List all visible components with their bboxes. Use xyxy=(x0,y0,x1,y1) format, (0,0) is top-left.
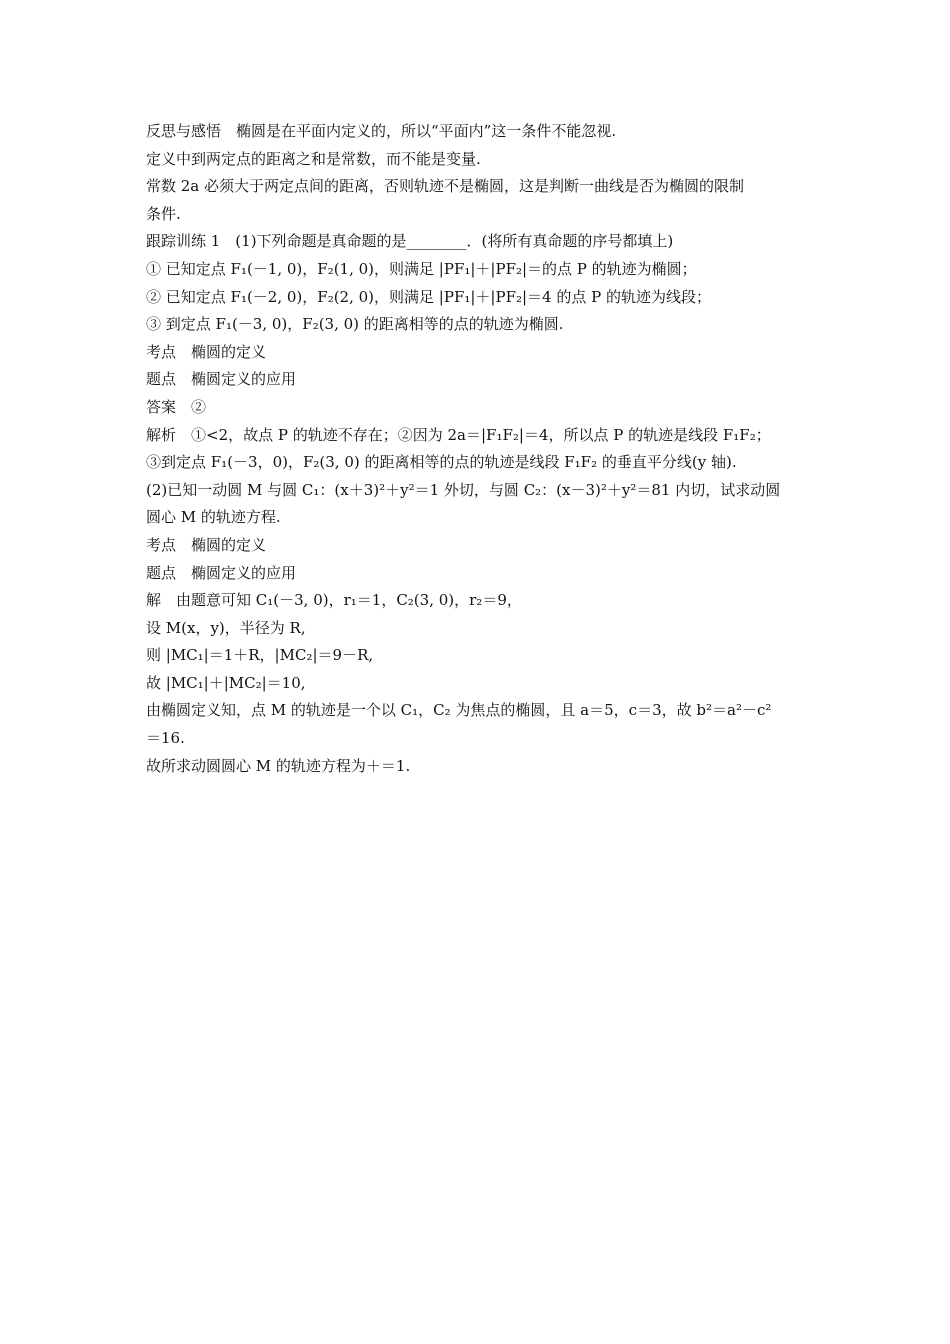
question-2-line: (2)已知一动圆 M 与圆 C₁：(x＋3)²＋y²＝1 外切，与圆 C₂：(x－3)²＋y²＝81 内切，试求动圆 xyxy=(146,480,781,499)
definition-note-line: 定义中到两定点的距离之和是常数，而不能是变量. xyxy=(146,149,481,168)
subtopic-line: 题点 椭圆定义的应用 xyxy=(146,370,297,389)
topic-line: 考点 椭圆的定义 xyxy=(146,342,267,361)
proposition-1-line: ① 已知定点 F₁(－1, 0)，F₂(1, 0)，则满足 |PF₁|＋|PF₂|＝的点 P 的轨迹为椭圆； xyxy=(146,259,697,278)
proposition-2-line: ② 已知定点 F₁(－2, 0)，F₂(2, 0)，则满足 |PF₁|＋|PF₂|＝4 的点 P 的轨迹为线段； xyxy=(146,287,711,306)
solution-line-2: 设 M(x，y)，半径为 R, xyxy=(146,618,306,637)
analysis-line-cont: ③到定点 F₁(－3，0)，F₂(3, 0) 的距离相等的点的轨迹是线段 F₁F₂ 的垂直平分线(y 轴). xyxy=(146,453,737,472)
solution-line-3: 则 |MC₁|＝1＋R，|MC₂|＝9－R, xyxy=(146,646,374,665)
document-body xyxy=(146,118,816,780)
topic-line-2: 考点 椭圆的定义 xyxy=(146,535,267,554)
subtopic-line-2: 题点 椭圆定义的应用 xyxy=(146,563,297,582)
proposition-3-line: ③ 到定点 F₁(－3, 0)，F₂(3, 0) 的距离相等的点的轨迹为椭圆. xyxy=(146,315,564,334)
constant-note-line: 常数 2a 必须大于两定点间的距离，否则轨迹不是椭圆，这是判断一曲线是否为椭圆的限制 xyxy=(146,177,745,196)
solution-line-5: 由椭圆定义知，点 M 的轨迹是一个以 C₁，C₂ 为焦点的椭圆，且 a＝5，c＝3，故 b²＝a²－c² xyxy=(146,701,772,720)
reflection-line: 反思与感悟 椭圆是在平面内定义的，所以“平面内”这一条件不能忽视. xyxy=(146,122,617,140)
solution-conclusion-line: 故所求动圆圆心 M 的轨迹方程为＋＝1. xyxy=(146,756,411,775)
analysis-line: 解析 ①<2，故点 P 的轨迹不存在；②因为 2a＝|F₁F₂|＝4，所以点 P 的轨迹是线段 F₁F₂； xyxy=(146,425,771,444)
practice-question-line: 跟踪训练 1 (1)下列命题是真命题的是________．(将所有真命题的序号都填上) xyxy=(146,232,674,251)
constant-note-line-cont: 条件. xyxy=(146,204,181,223)
solution-line-4: 故 |MC₁|＋|MC₂|＝10, xyxy=(146,673,306,692)
answer-line: 答案 ② xyxy=(146,397,207,416)
question-2-line-cont: 圆心 M 的轨迹方程. xyxy=(146,508,281,527)
solution-line-1: 解 由题意可知 C₁(－3, 0)，r₁＝1，C₂(3, 0)，r₂＝9， xyxy=(146,591,522,610)
solution-line-6: ＝16. xyxy=(146,729,185,748)
